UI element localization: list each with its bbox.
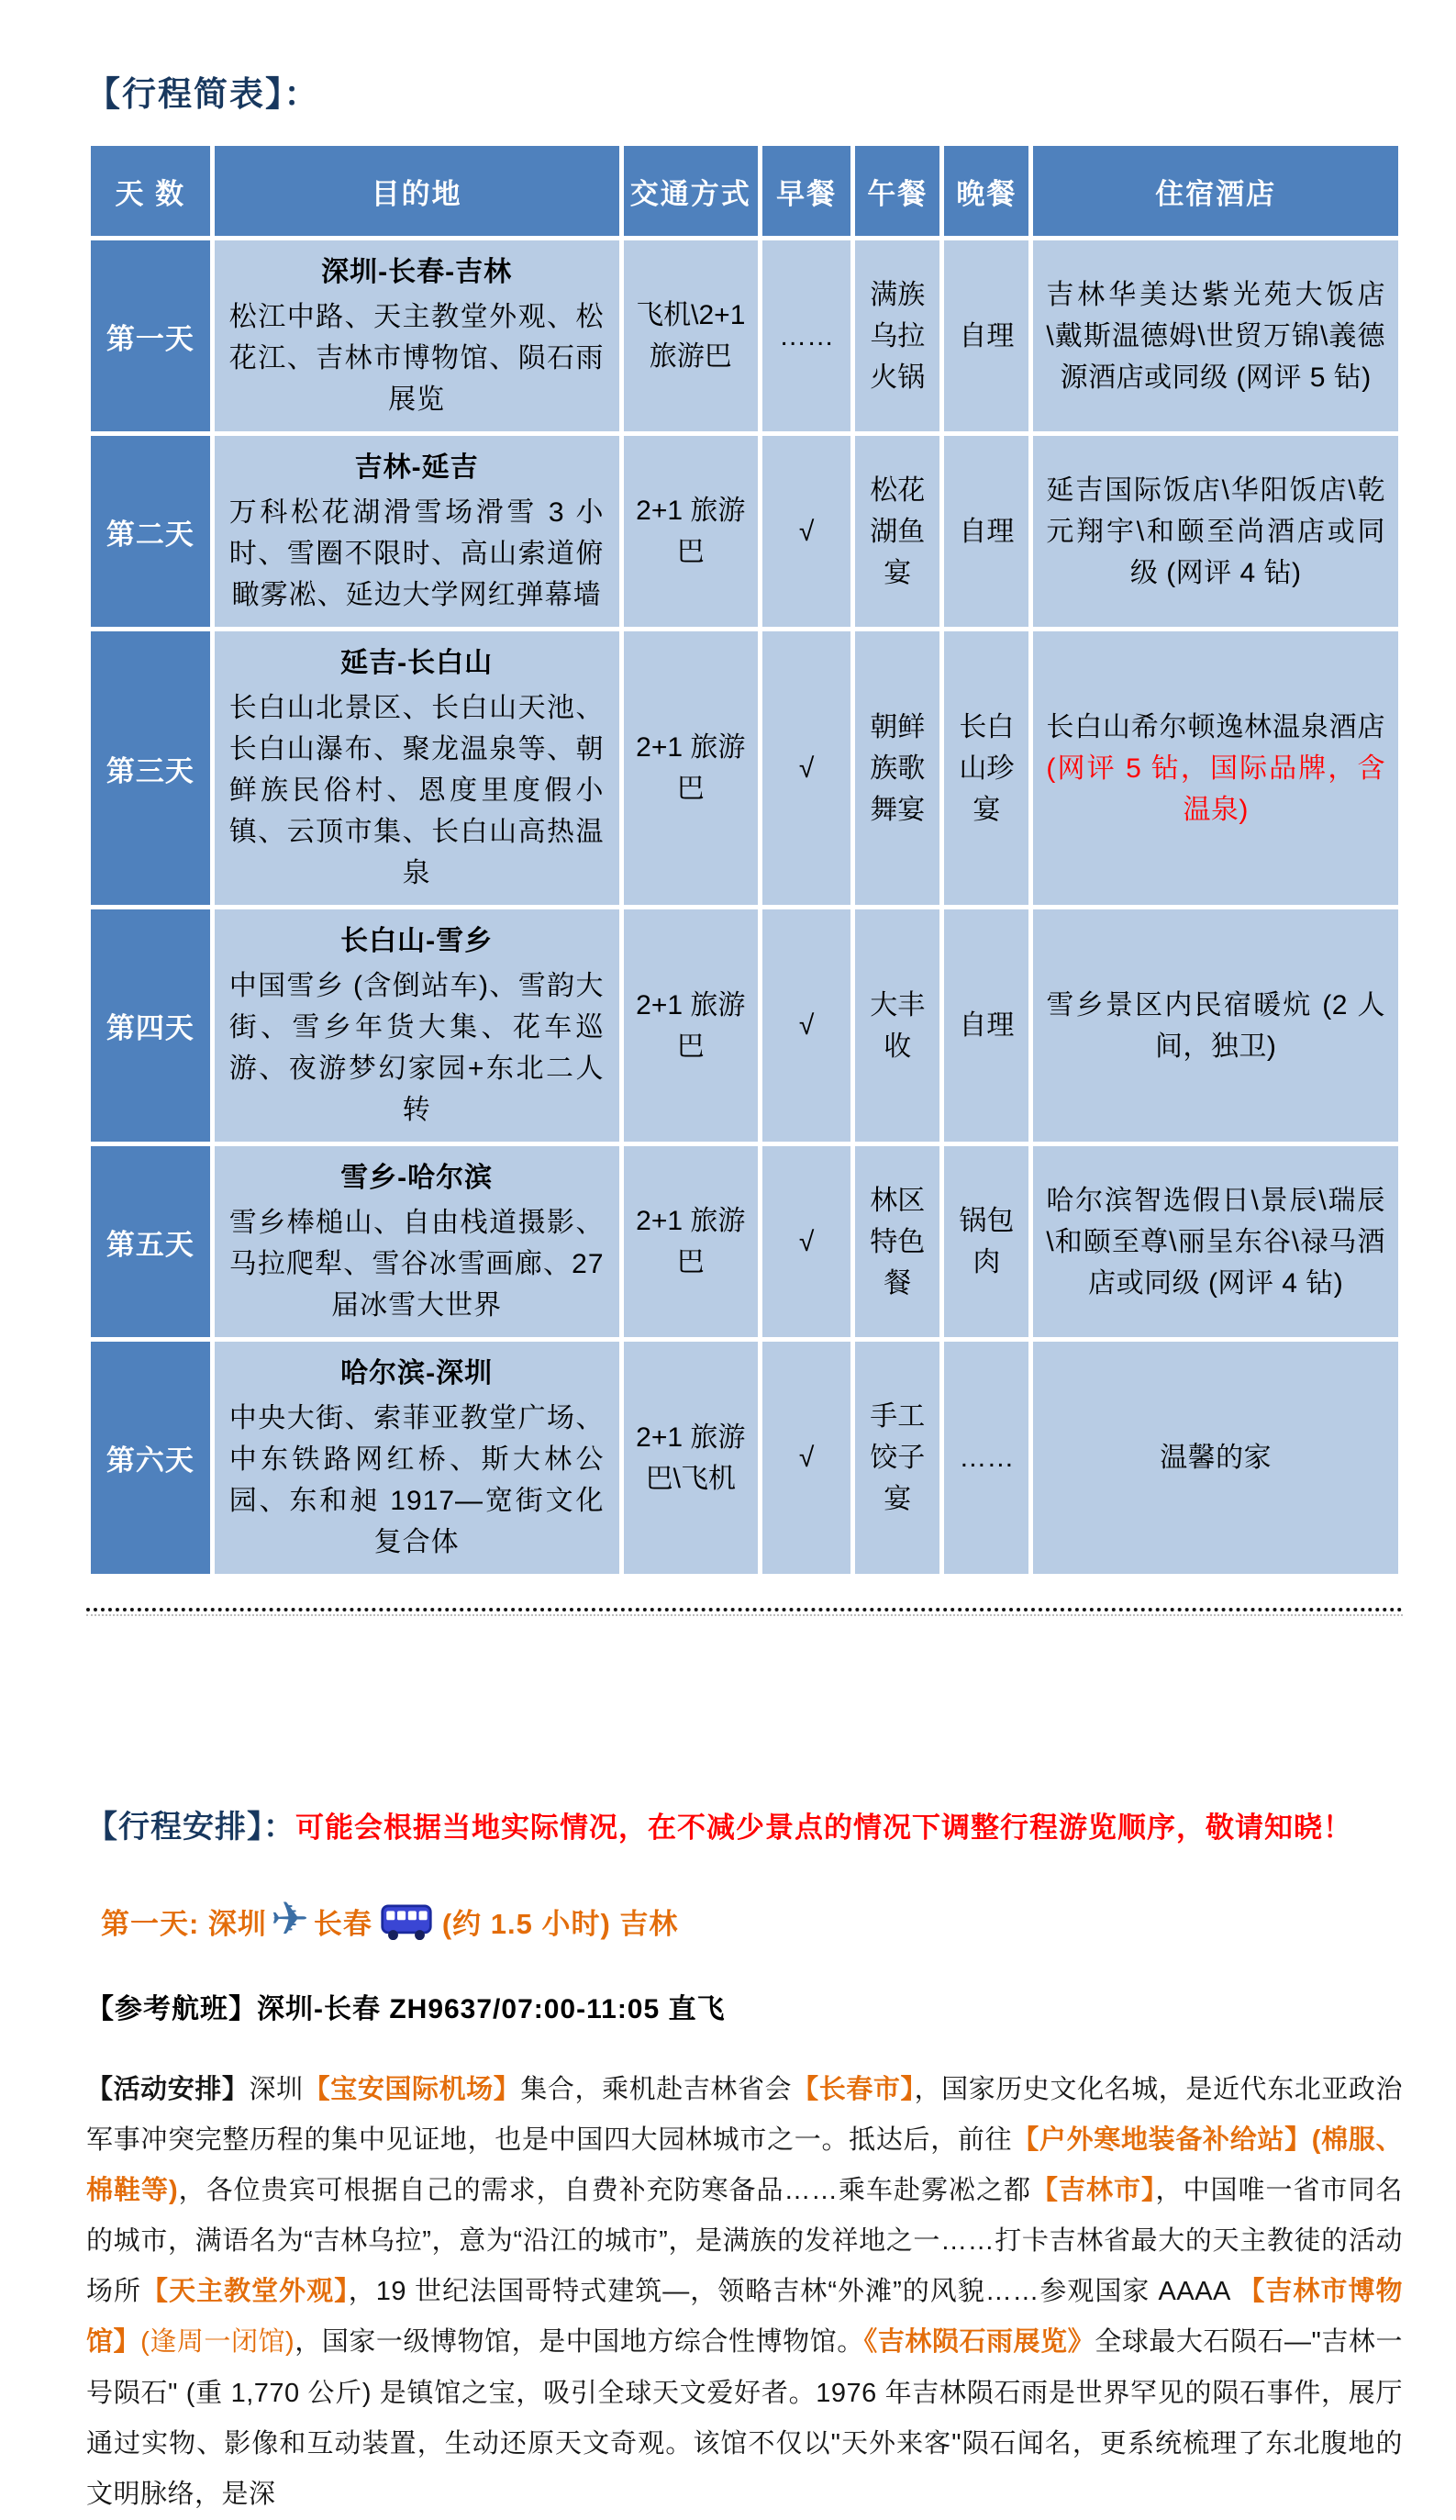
- text-segment: ，国家一级博物馆，是中国地方综合性博物馆。: [295, 2327, 864, 2358]
- text-segment: ，19 世纪法国哥特式建筑—，领略吉林“外滩”的风貌……参观国家 AAAA: [348, 2277, 1239, 2307]
- text-segment: 【吉林市博物馆】: [86, 2277, 1403, 2358]
- header-cell-dinner: 晚餐: [944, 146, 1028, 236]
- text-segment: 【活动安排】: [86, 2075, 250, 2104]
- day1-prefix: 第一天: 深圳: [101, 1907, 267, 1940]
- text-segment: ，国家历史文化名城，是近代东北亚政治军事冲突完整历程的集中见证地，也是中国四大园林城市之一。抵达后，前往: [86, 2075, 1403, 2156]
- text-segment: 《吉林陨石雨展览》: [863, 2327, 1095, 2358]
- hotel-text: 吉林华美达紫光苑大饭店\戴斯温德姆\世贸万锦\義德源酒店或同级 (网评 5 钻): [1046, 279, 1385, 393]
- dinner-cell: 自理: [944, 436, 1028, 627]
- arrangement-note: 可能会根据当地实际情况，在不减少景点的情况下调整行程游览顺序，敬请知晓！: [295, 1812, 1352, 1844]
- text-segment: 【吉林市】: [1031, 2176, 1156, 2206]
- hotel-cell: [1033, 436, 1398, 627]
- breakfast-cell: √: [762, 631, 850, 905]
- hotel-text: 长白山希尔顿逸林温泉酒店: [1046, 711, 1385, 742]
- destination-detail: 中国雪乡 (含倒站车)、雪韵大街、雪乡年货大集、花车巡游、夜游梦幻家园+东北二人转: [228, 971, 605, 1125]
- transport-cell: 飞机\2+1 旅游巴: [624, 240, 758, 431]
- lunch-cell: 手工饺子宴: [855, 1342, 939, 1574]
- destination-cell: [215, 240, 619, 431]
- dinner-cell: 自理: [944, 909, 1028, 1142]
- hotel-note: (网评 5 钻，国际品牌，含温泉): [1046, 753, 1385, 825]
- bus-icon: [380, 1902, 433, 1943]
- day-cell: 第三天: [91, 631, 210, 905]
- destination-detail: 中央大街、索菲亚教堂广场、中东铁路网红桥、斯大林公园、东和昶 1917—宽街文化复合体: [228, 1403, 605, 1557]
- text-segment: 深圳: [249, 2075, 304, 2104]
- table-row: [91, 1342, 1398, 1574]
- destination-title: 深圳-长春-吉林: [321, 257, 513, 287]
- destination-detail: 松江中路、天主教堂外观、松花江、吉林市博物馆、陨石雨展览: [228, 302, 605, 415]
- hotel-cell: [1033, 240, 1398, 431]
- destination-cell: [215, 436, 619, 627]
- itinerary-table: [86, 141, 1403, 1578]
- table-header-row: [91, 146, 1398, 236]
- destination-title: 雪乡-哈尔滨: [340, 1163, 494, 1193]
- destination-title: 长白山-雪乡: [340, 926, 494, 956]
- lunch-cell: 朝鲜族歌舞宴: [855, 631, 939, 905]
- activity-paragraph: [86, 2065, 1403, 2520]
- text-segment: 【户外寒地装备补给站】(棉服、棉鞋等): [86, 2125, 1403, 2206]
- day-cell: 第一天: [91, 240, 210, 431]
- text-segment: ，各位贵宾可根据自己的需求，自费补充防寒备品……乘车赴雾凇之都: [178, 2176, 1032, 2206]
- header-cell-breakfast: 早餐: [762, 146, 850, 236]
- hotel-cell: [1033, 1342, 1398, 1574]
- day-cell: 第二天: [91, 436, 210, 627]
- destination-title: 哈尔滨-深圳: [340, 1358, 494, 1388]
- destination-title: 延吉-长白山: [340, 648, 494, 678]
- day1-mid: 长春: [313, 1907, 372, 1940]
- day1-heading: [101, 1892, 1403, 1946]
- table-row: [91, 1146, 1398, 1337]
- destination-detail: 万科松花湖滑雪场滑雪 3 小时、雪圈不限时、高山索道俯瞰雾凇、延边大学网红弹幕墙: [228, 497, 605, 610]
- breakfast-cell: √: [762, 909, 850, 1142]
- destination-detail: 长白山北景区、长白山天池、长白山瀑布、聚龙温泉等、朝鲜族民俗村、恩度里度假小镇、云顶市集、长白山高热温泉: [228, 693, 605, 888]
- reference-flight: 【参考航班】深圳-长春 ZH9637/07:00-11:05 直飞: [86, 1994, 726, 2024]
- table-row: [91, 240, 1398, 431]
- dinner-cell: ……: [944, 1342, 1028, 1574]
- hotel-cell: [1033, 909, 1398, 1142]
- day-cell: 第六天: [91, 1342, 210, 1574]
- transport-cell: 2+1 旅游巴\飞机: [624, 1342, 758, 1574]
- breakfast-cell: √: [762, 1146, 850, 1337]
- destination-title: 吉林-延吉: [354, 452, 479, 483]
- hotel-text: 延吉国际饭店\华阳饭店\乾元翔宇\和颐至尚酒店或同级 (网评 4 钻): [1046, 474, 1385, 588]
- text-segment: 集合，乘机赴吉林省会: [520, 2075, 793, 2104]
- table-row: [91, 909, 1398, 1142]
- hotel-text: 哈尔滨智选假日\景辰\瑞辰\和颐至尊\丽呈东谷\禄马酒店或同级 (网评 4 钻): [1046, 1185, 1385, 1299]
- day-cell: 第五天: [91, 1146, 210, 1337]
- destination-cell: [215, 631, 619, 905]
- header-cell-days: 天 数: [91, 146, 210, 236]
- header-cell-hotel: 住宿酒店: [1033, 146, 1398, 236]
- lunch-cell: 满族乌拉火锅: [855, 240, 939, 431]
- text-segment: 【宝安国际机场】: [303, 2075, 521, 2104]
- text-segment: (逢周一闭馆): [140, 2327, 295, 2358]
- destination-cell: [215, 909, 619, 1142]
- breakfast-cell: √: [762, 436, 850, 627]
- text-segment: 【长春市】: [792, 2075, 915, 2104]
- text-segment: 全球最大石陨石—"吉林一号陨石" (重 1,770 公斤) 是镇馆之宝，吸引全球天文爱好者。1976 年吉林陨石雨是世界罕见的陨石事件，展厅通过实物、影像和互动装置，生动还原天文奇观。该馆不仅以"天外来客"陨石闻名，更系统梳理了东北腹地的文明脉络，是深: [86, 2327, 1403, 2509]
- airplane-icon: ✈: [270, 1892, 310, 1946]
- destination-cell: [215, 1342, 619, 1574]
- hotel-text: 温馨的家: [1160, 1443, 1273, 1473]
- lunch-cell: 林区特色餐: [855, 1146, 939, 1337]
- text-segment: ，中国唯一省市同名的城市，满语名为“吉林乌拉”，意为“沿江的城市”，是满族的发祥地之一……打卡吉林省最大的天主教徒的活动场所: [86, 2176, 1403, 2307]
- header-cell-destination: 目的地: [215, 146, 619, 236]
- table-row: [91, 631, 1398, 905]
- header-cell-lunch: 午餐: [855, 146, 939, 236]
- table-row: [91, 436, 1398, 627]
- destination-cell: [215, 1146, 619, 1337]
- lunch-cell: 松花湖鱼宴: [855, 436, 939, 627]
- hotel-cell: [1033, 631, 1398, 905]
- hotel-cell: [1033, 1146, 1398, 1337]
- summary-title: 【行程简表】：: [86, 75, 320, 113]
- arrangement-title: 【行程安排】：: [86, 1810, 295, 1845]
- day-cell: 第四天: [91, 909, 210, 1142]
- transport-cell: 2+1 旅游巴: [624, 436, 758, 627]
- transport-cell: 2+1 旅游巴: [624, 1146, 758, 1337]
- transport-cell: 2+1 旅游巴: [624, 909, 758, 1142]
- breakfast-cell: √: [762, 1342, 850, 1574]
- lunch-cell: 大丰收: [855, 909, 939, 1142]
- dotted-divider: [86, 1608, 1403, 1616]
- hotel-text: 雪乡景区内民宿暖炕 (2 人间，独卫): [1046, 989, 1385, 1062]
- destination-detail: 雪乡棒槌山、自由栈道摄影、马拉爬犁、雪谷冰雪画廊、27 届冰雪大世界: [228, 1208, 605, 1321]
- arrangement-heading: [86, 1801, 1403, 1846]
- header-cell-transport: 交通方式: [624, 146, 758, 236]
- dinner-cell: 锅包肉: [944, 1146, 1028, 1337]
- transport-cell: 2+1 旅游巴: [624, 631, 758, 905]
- text-segment: 【天主教堂外观】: [141, 2277, 349, 2307]
- dinner-cell: 长白山珍宴: [944, 631, 1028, 905]
- day1-suffix: (约 1.5 小时) 吉林: [441, 1907, 679, 1940]
- dinner-cell: 自理: [944, 240, 1028, 431]
- breakfast-cell: ……: [762, 240, 850, 431]
